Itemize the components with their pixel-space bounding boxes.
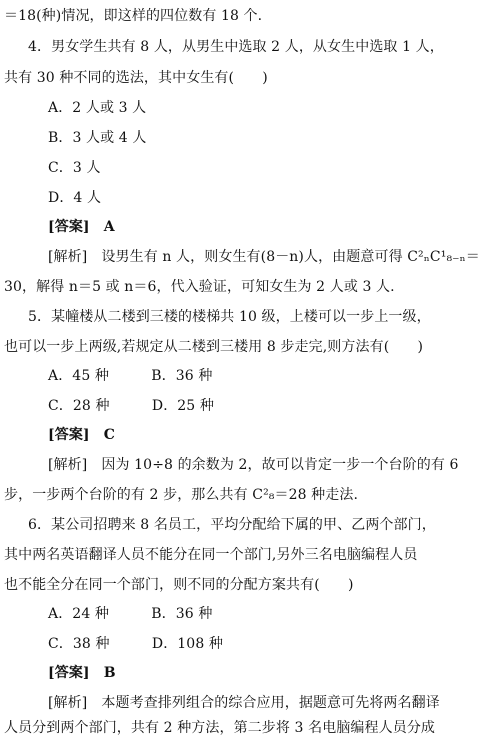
question-5-line-1: 5．某幢楼从二楼到三楼的楼梯共 10 级，上楼可以一步上一级， (28, 309, 431, 325)
text-line-1: ＝18(种)情况，即这样的四位数有 18 个. (4, 8, 263, 24)
answer-4: [答案] A (48, 219, 115, 235)
question-6-line-3: 也不能全分在同一个部门，则不同的分配方案共有( ) (4, 577, 354, 593)
analysis-6-line-2: 人员分到两个部门，共有 2 种方法，第二步将 3 名电脑编程人员分成 (4, 720, 436, 736)
analysis-6-line-1: [解析] 本题考查排列组合的综合应用，据题意可先将两名翻译 (48, 695, 440, 711)
answer-6: [答案] B (48, 665, 116, 681)
question-6-line-1: 6．某公司招聘来 8 名员工，平均分配给下属的甲、乙两个部门， (28, 517, 436, 533)
analysis-5-line-2: 步，一步两个台阶的有 2 步，那么共有 C²₈＝28 种走法. (4, 487, 359, 503)
question-5-options-row-2: C．28 种 D．25 种 (48, 398, 214, 414)
analysis-4-line-2: 30，解得 n＝5 或 n＝6，代入验证，可知女生为 2 人或 3 人. (4, 279, 395, 295)
answer-5: [答案] C (48, 427, 115, 443)
question-4-line-2: 共有 30 种不同的选法，其中女生有( ) (4, 70, 268, 86)
option-b: B．3 人或 4 人 (48, 130, 147, 146)
question-6-line-2: 其中两名英语翻译人员不能分在同一个部门,另外三名电脑编程人员 (4, 547, 418, 563)
question-5-options-row-1: A．45 种 B．36 种 (48, 368, 213, 384)
analysis-5-line-1: [解析] 因为 10÷8 的余数为 2，故可以肯定一步一个台阶的有 6 (48, 457, 459, 473)
option-d: D．4 人 (48, 190, 102, 206)
analysis-4-line-1: [解析] 设男生有 n 人，则女生有(8－n)人，由题意可得 C²ₙC¹₈₋ₙ＝ (48, 249, 480, 265)
question-5-line-2: 也可以一步上两级,若规定从二楼到三楼用 8 步走完,则方法有( ) (4, 339, 424, 355)
question-6-options-row-1: A．24 种 B．36 种 (48, 606, 213, 622)
question-4-line-1: 4．男女学生共有 8 人，从男生中选取 2 人，从女生中选取 1 人， (28, 39, 444, 55)
option-c: C．3 人 (48, 160, 101, 176)
question-6-options-row-2: C．38 种 D．108 种 (48, 636, 223, 652)
option-a: A．2 人或 3 人 (48, 100, 147, 116)
